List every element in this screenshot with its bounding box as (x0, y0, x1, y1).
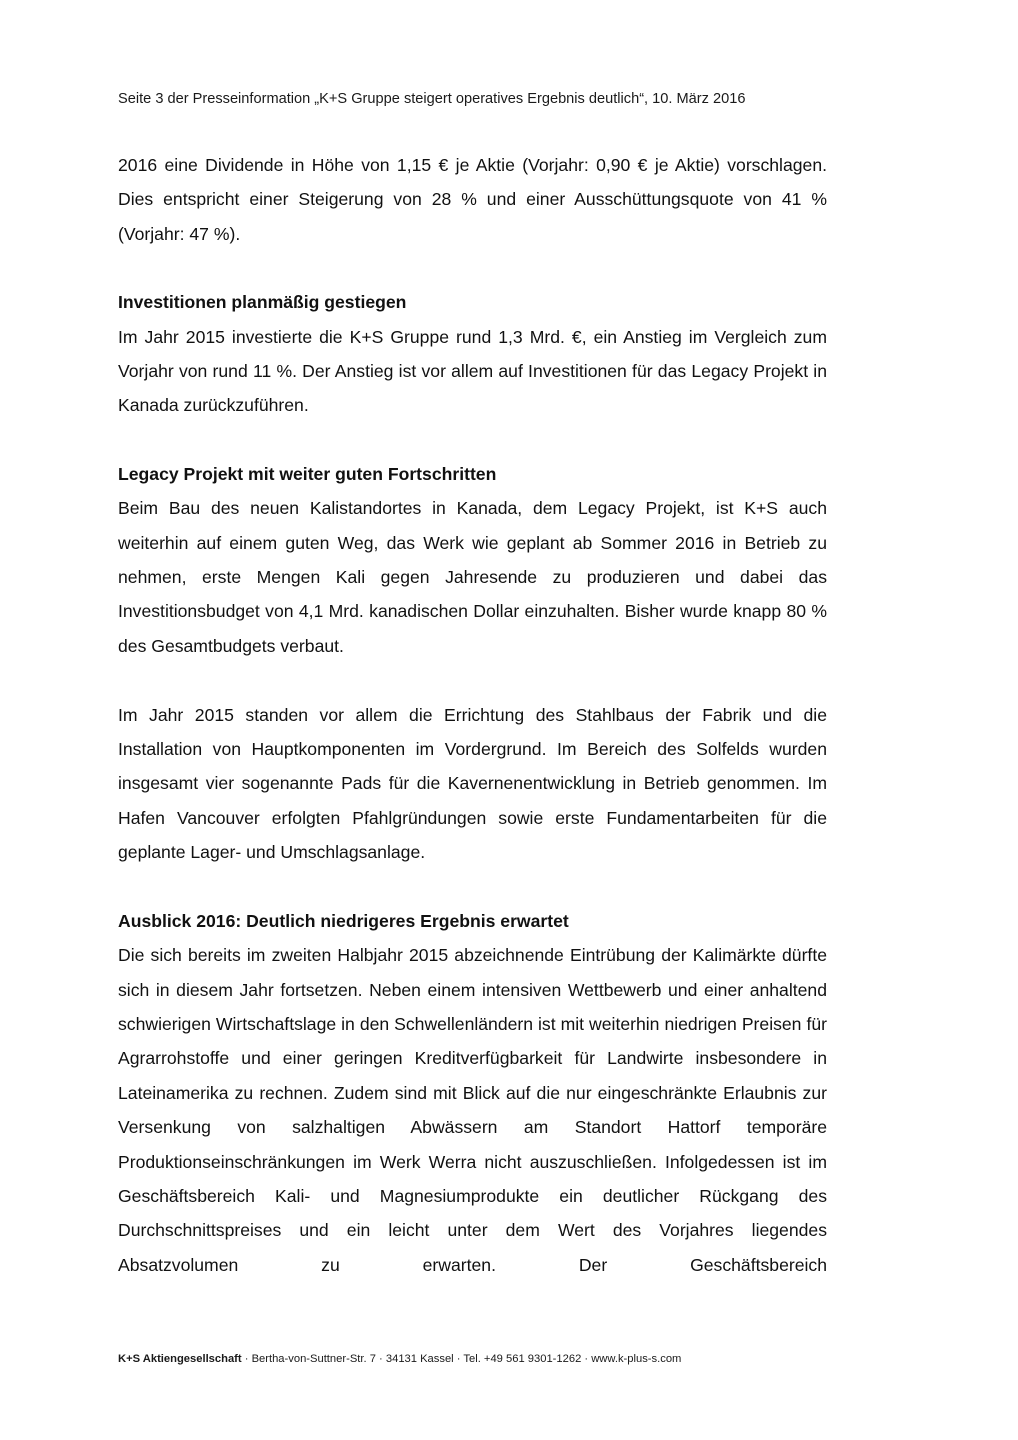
section-heading-investitionen: Investitionen planmäßig gestiegen (118, 292, 407, 313)
paragraph-legacy-projekt-1: Beim Bau des neuen Kalistandortes in Kanada, dem Legacy Projekt, ist K+S auch weiterhin auf einem guten Weg, das Werk wie geplant ab Sommer 2016 in Betrieb zu nehmen, erste Mengen Kali gegen Jahresende zu produzieren und dabei das Investitionsbudget von 4,1 Mrd. kanadischen Dollar einzuhalten. Bisher wurde knapp 80 % des Gesamtbudgets verbaut. (118, 498, 827, 656)
paragraph-ausblick: Die sich bereits im zweiten Halbjahr 2015 abzeichnende Eintrübung der Kalimärkte dürfte sich in diesem Jahr fortsetzen. Neben einem intensiven Wettbewerb und einer anhaltend schwierigen Wirtschaftslage in den Schwellenländern ist mit weiterhin niedrigen Preisen für Agrarrohstoffe und einer geringen Kreditverfügbarkeit für Landwirte insbesondere in Lateinamerika zu rechnen. Zudem sind mit Blick auf die nur eingeschränkte Erlaubnis zur Versenkung von salzhaltigen Abwässern am Standort Hattorf temporäre Produktionseinschränkungen im Werk Werra nicht auszuschließen. Infolgedessen ist im Geschäftsbereich Kali- und Magnesiumprodukte ein deutlicher Rückgang des Durchschnittspreises und ein leicht unter dem Wert des Vorjahres liegendes Absatzvolumen zu erwarten. Der Geschäftsbereich (118, 945, 827, 1275)
page-header-text: Seite 3 der Presseinformation „K+S Gruppe steigert operatives Ergebnis deutlich“, 10. März 2016 (118, 91, 746, 107)
paragraph-legacy-projekt-2: Im Jahr 2015 standen vor allem die Errichtung des Stahlbaus der Fabrik und die Installation von Hauptkomponenten im Vordergrund. Im Bereich des Solfelds wurden insgesamt vier sogenannte Pads für die Kavernenentwicklung in Betrieb genommen. Im Hafen Vancouver erfolgten Pfahlgründungen sowie erste Fundamentarbeiten für die geplante Lager- und Umschlagsanlage. (118, 704, 827, 863)
section-legacy-projekt (118, 457, 827, 870)
footer-company: K+S Aktiengesellschaft (118, 1353, 242, 1365)
page-header (118, 89, 838, 109)
paragraph-investitionen: Im Jahr 2015 investierte die K+S Gruppe rund 1,3 Mrd. €, ein Anstieg im Vergleich zum Vorjahr von rund 11 %. Der Anstieg ist vor allem auf Investitionen für das Legacy Projekt in Kanada zurückzuführen. (118, 326, 827, 416)
section-heading-legacy-projekt: Legacy Projekt mit weiter guten Fortschritten (118, 463, 497, 484)
page-footer (118, 1351, 838, 1367)
intro-paragraph: 2016 eine Dividende in Höhe von 1,15 € je Aktie (Vorjahr: 0,90 € je Aktie) vorschlagen. Dies entspricht einer Steigerung von 28 % und einer Ausschüttungsquote von 41 % (Vorjahr: 47 %). (118, 155, 827, 244)
document-body (118, 148, 827, 1282)
section-investitionen (118, 285, 827, 423)
section-ausblick (118, 904, 827, 1282)
paragraph-spacer (118, 663, 827, 697)
footer-contact-details: · Bertha-von-Suttner-Str. 7 · 34131 Kassel · Tel. +49 561 9301-1262 · www.k-plus-s.com (241, 1353, 682, 1365)
section-heading-ausblick: Ausblick 2016: Deutlich niedrigeres Ergebnis erwartet (118, 910, 569, 931)
